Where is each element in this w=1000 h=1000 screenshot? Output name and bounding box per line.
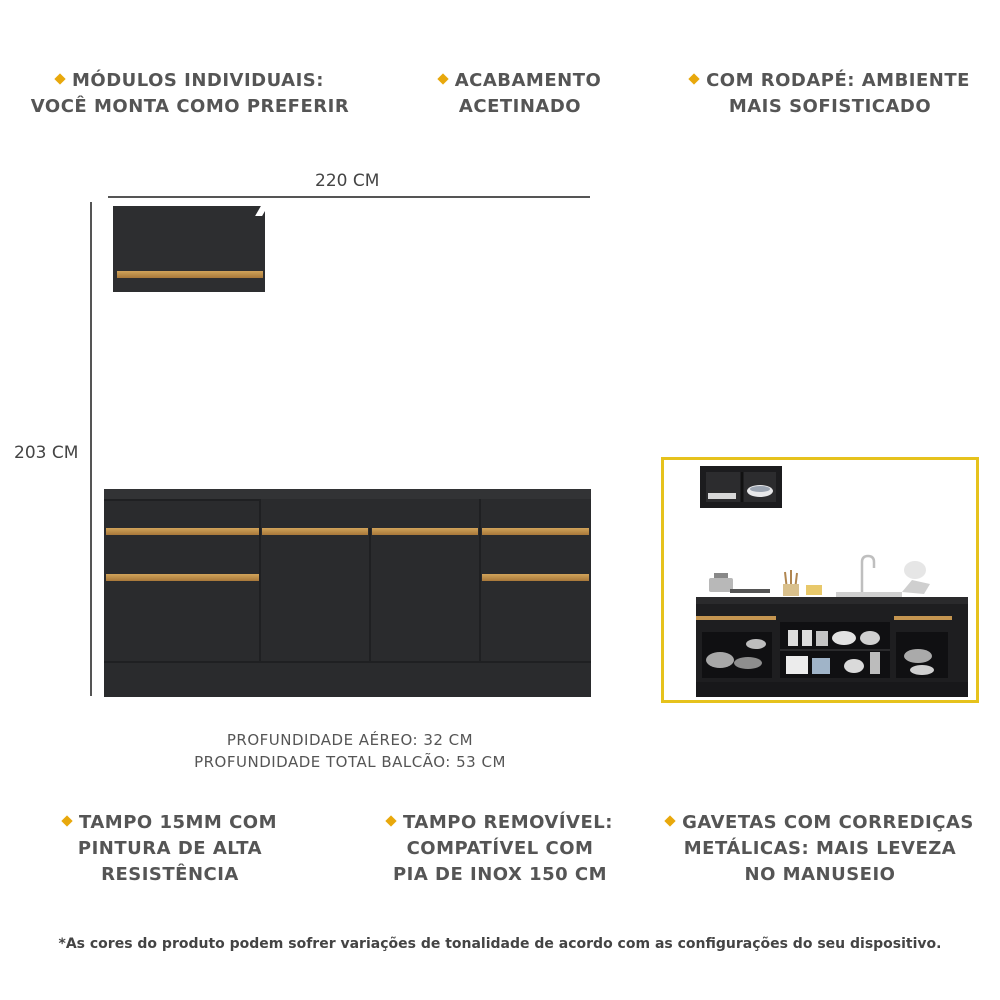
cabinet-handle <box>106 574 259 581</box>
depth-info <box>0 729 700 773</box>
cabinet-handle <box>482 528 589 535</box>
diamond-bullet-icon <box>54 73 65 84</box>
diamond-bullet-icon <box>437 73 448 84</box>
cabinet-handle <box>117 271 263 278</box>
feature-tampo-15mm: TAMPO 15MM COM PINTURA DE ALTA RESISTÊNCIA <box>50 810 290 888</box>
color-disclaimer: *As cores do produto podem sofrer variações de tonalidade de acordo com as configurações do seu dispositivo. <box>58 936 942 952</box>
feature-gavetas: GAVETAS COM CORREDIÇAS METÁLICAS: MAIS LEVEZA NO MANUSEIO <box>660 810 980 888</box>
height-dimension-line <box>90 202 92 696</box>
feature-modulos: MÓDULOS INDIVIDUAIS: VOCÊ MONTA COMO PREFERIR <box>30 70 350 117</box>
depth-balcao: PROFUNDIDADE TOTAL BALCÃO: 53 CM <box>194 753 506 771</box>
diamond-bullet-icon <box>664 815 675 826</box>
cabinet-handle <box>372 528 478 535</box>
width-dimension-line <box>108 196 590 198</box>
diamond-bullet-icon <box>61 815 72 826</box>
kitchen-preview-photo <box>661 457 979 703</box>
feature-acabamento: ACABAMENTO ACETINADO <box>425 68 615 120</box>
cabinet-handle <box>106 528 259 535</box>
kitchen-illustration <box>664 460 976 700</box>
cabinet-handle <box>482 574 589 581</box>
width-label: 220 CM <box>315 171 380 191</box>
depth-aereo: PROFUNDIDADE AÉREO: 32 CM <box>226 731 474 749</box>
diamond-bullet-icon <box>688 73 699 84</box>
height-label: 203 CM <box>14 443 79 463</box>
feature-tampo-removivel: TAMPO REMOVÍVEL: COMPATÍVEL COM PIA DE INOX 150 CM <box>375 810 625 888</box>
diamond-bullet-icon <box>385 815 396 826</box>
feature-rodape: COM RODAPÉ: AMBIENTE MAIS SOFISTICADO <box>680 68 980 120</box>
cabinet-handle <box>262 528 368 535</box>
